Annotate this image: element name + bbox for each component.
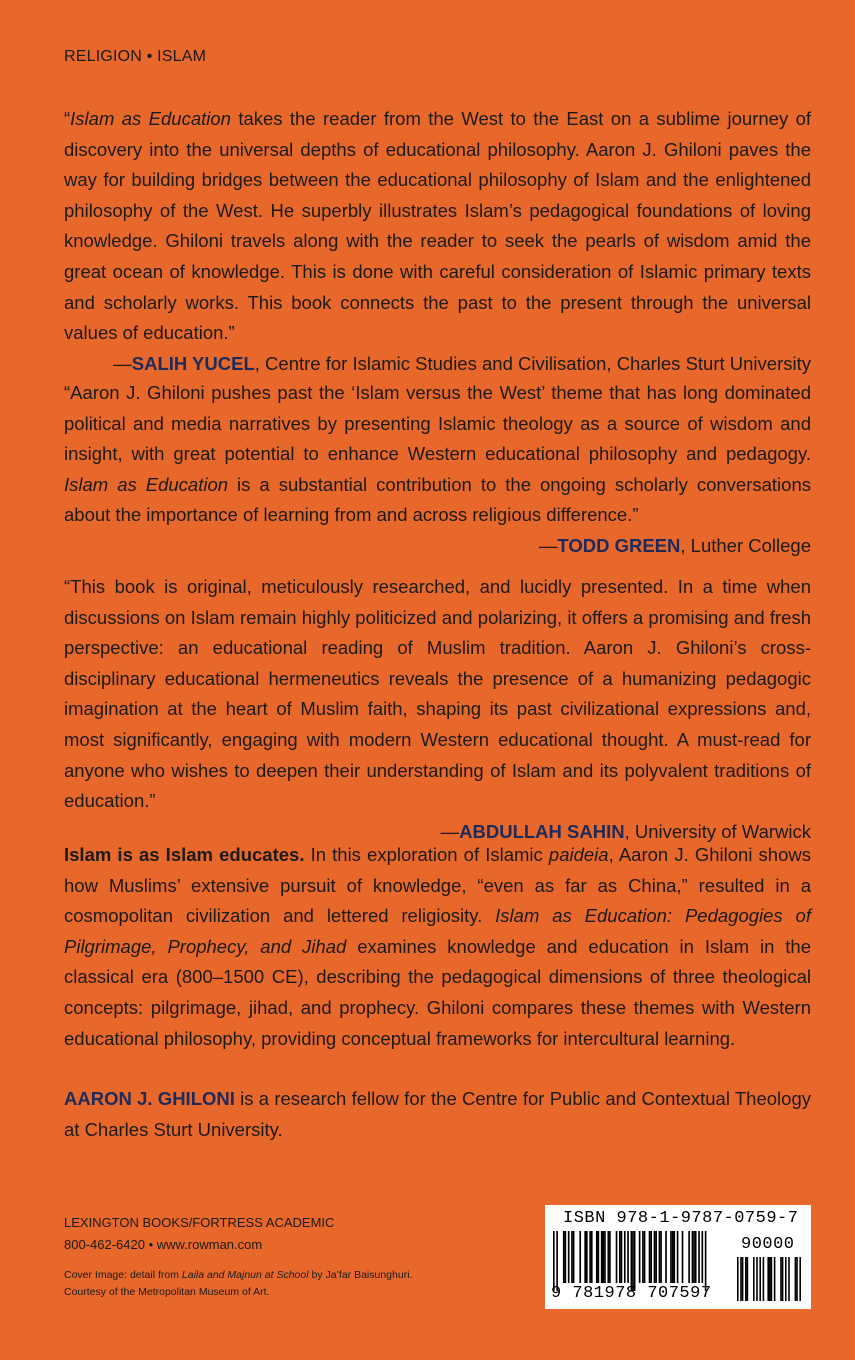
barcode-bar (705, 1231, 707, 1291)
barcode-bar (627, 1231, 629, 1283)
barcode-bar (601, 1231, 603, 1283)
description-lead: Islam is as Islam educates. (64, 844, 305, 865)
quote-attribution: —TODD GREEN, Luther College (538, 534, 811, 556)
barcode-bar (682, 1231, 684, 1283)
barcode-bar (649, 1231, 651, 1283)
addon-bar (745, 1257, 747, 1301)
barcode-bar (604, 1231, 606, 1283)
barcode-bar (573, 1231, 575, 1283)
barcode-bar (624, 1231, 626, 1283)
barcode-bar (655, 1231, 657, 1283)
barcode-bar (579, 1231, 581, 1283)
barcode-bar (563, 1231, 565, 1283)
addon-bar (796, 1257, 798, 1301)
barcode-bar (670, 1231, 672, 1283)
addon-bar (788, 1257, 790, 1301)
barcode-bar (603, 1231, 605, 1283)
addon-bar (742, 1257, 744, 1301)
ean-number: 9 781978 707597 (551, 1284, 712, 1303)
quote-text-segment: is a substantial contribution to the ongoing scholarly conversations about the importance of learning from and across religious difference.” (64, 473, 811, 526)
barcode-bar (591, 1231, 593, 1283)
isbn-barcode (545, 1205, 811, 1309)
reviewer-name: SALIH YUCEL (131, 352, 255, 374)
quote-text-segment: Islam as Education (64, 473, 229, 495)
quote-text (64, 382, 811, 525)
credit-prefix: Cover Image: detail from (64, 1269, 182, 1281)
addon-bar (763, 1257, 765, 1301)
credit-line-1 (64, 1267, 412, 1284)
reviewer-affiliation: , Centre for Islamic Studies and Civilisation, Charles Sturt University (254, 352, 811, 374)
addon-bar (769, 1257, 771, 1301)
review-quote-3 (64, 572, 811, 847)
barcode-bar (565, 1231, 567, 1283)
addon-bar (774, 1257, 776, 1301)
barcode-bar (619, 1231, 621, 1283)
publisher-info (64, 1212, 334, 1256)
barcode-bar (654, 1231, 656, 1283)
barcode-bar (553, 1231, 555, 1291)
category-label: RELIGION • ISLAM (64, 48, 207, 65)
barcode-bar (621, 1231, 623, 1283)
review-quote-2 (64, 378, 811, 562)
quote-text-segment: Islam as Education (70, 108, 231, 129)
barcode-bar (568, 1231, 570, 1283)
quote-attribution: —SALIH YUCEL, Centre for Islamic Studies and Civilisation, Charles Sturt University (113, 352, 811, 374)
barcode-bar (702, 1231, 704, 1283)
quote-text (64, 108, 811, 343)
addon-bar (740, 1257, 742, 1301)
barcode-bar (616, 1231, 618, 1283)
publisher-name: LEXINGTON BOOKS/FORTRESS ACADEMIC (64, 1215, 335, 1230)
barcode-bar (584, 1231, 586, 1283)
publisher-contact: 800-462-6420 • www.rowman.com (64, 1237, 263, 1252)
addon-bar (771, 1257, 773, 1301)
addon-bar (785, 1257, 787, 1301)
barcode-bar (609, 1231, 611, 1283)
credit-work-title: Laila and Majnun at School (181, 1269, 309, 1281)
review-quote-1 (64, 104, 811, 379)
addon-bar (737, 1257, 739, 1301)
author-bio-text: is a research fellow for the Centre for Public and Contextual Theology at Charles Sturt University. (64, 1088, 811, 1140)
barcode-bar (659, 1231, 661, 1283)
barcode-bar (598, 1231, 600, 1283)
barcode-bar (693, 1231, 695, 1283)
quote-attribution: —ABDULLAH SAHIN, University of Warwick (440, 820, 811, 842)
barcode-bar (634, 1231, 636, 1291)
addon-bar (780, 1257, 782, 1301)
author-name: AARON J. GHILONI (64, 1088, 235, 1109)
isbn-label: ISBN 978-1-9787-0759-7 (563, 1209, 799, 1228)
addon-bar (753, 1257, 755, 1301)
quote-text-segment: “Aaron J. Ghiloni pushes past the ‘Islam versus the West’ theme that has long dominated political and media narratives by presenting Islamic theology as a source of wisdom and insight, with great potential to enhance Western educational philosophy and pedagogy. (64, 382, 811, 465)
barcode-bar (673, 1231, 675, 1283)
barcode-bar (644, 1231, 646, 1283)
addon-bar (756, 1257, 758, 1301)
barcode-bar (660, 1231, 662, 1283)
barcode-bar (677, 1231, 679, 1283)
addon-bar (767, 1257, 769, 1301)
barcode-bar (556, 1231, 558, 1291)
reviewer-affiliation: , Luther College (680, 534, 811, 556)
barcode-bar (589, 1231, 591, 1283)
cover-credit (64, 1267, 412, 1301)
barcode-bar (631, 1231, 633, 1291)
credit-suffix: by Ja’far Baisunghuri. (308, 1269, 413, 1281)
description-text (64, 844, 811, 1049)
addon-bar (795, 1257, 797, 1301)
reviewer-name: ABDULLAH SAHIN (459, 820, 625, 842)
barcode-bar (642, 1231, 644, 1283)
reviewer-affiliation: , University of Warwick (624, 820, 811, 842)
description-text-segment: In this exploration of Islamic (304, 844, 549, 865)
barcode-bar (672, 1231, 674, 1283)
addon-bar (782, 1257, 784, 1301)
addon-bar (747, 1257, 749, 1301)
description-text-segment: examines knowledge and education in Islam in the classical era (800–1500 CE), describing the pedagogical dimensions of three theological concepts: pilgrimage, jihad, and prophecy. Ghiloni compares these themes with Western educational philosophy, providing conceptual frameworks for intercultural learning. (64, 935, 811, 1049)
barcode-bar (639, 1231, 641, 1283)
quote-text-segment: “This book is original, meticulously researched, and lucidly presented. In a time when discussions on Islam remain highly politicized and polarizing, it offers a promising and fresh perspective: an educational reading of Muslim tradition. Aaron J. Ghiloni’s cross-disciplinary educational hermeneutics reveals the presence of a humanizing pedagogic imagination at the heart of Muslim faith, shaping its past civilizational expressions and, most significantly, engaging with modern Western educational thought. A must-read for anyone who wishes to deepen their understanding of Islam and its polyvalent traditions of education.” (64, 576, 811, 812)
barcode-bar (596, 1231, 598, 1283)
barcode-bar (650, 1231, 652, 1283)
barcode-bar (698, 1231, 700, 1283)
description-text-segment: Islam as Education: Pedagogies of Pilgrimage, Prophecy, and Jihad (64, 905, 811, 957)
barcode-bar (607, 1231, 609, 1283)
barcode-bar (695, 1231, 697, 1283)
description-text-segment: , Aaron J. Ghiloni shows how Muslims’ extensive pursuit of knowledge, “even as far as China,” resulted in a cosmopolitan civilization and lettered religiosity. (64, 844, 811, 927)
barcode-bar (692, 1231, 694, 1283)
addon-bar (799, 1257, 801, 1301)
description-text-segment: paideia (548, 844, 609, 865)
quote-text (64, 576, 811, 811)
barcode-bar (571, 1231, 573, 1283)
barcode-bar (586, 1231, 588, 1283)
barcode-bar (688, 1231, 690, 1283)
addon-bar (759, 1257, 761, 1301)
barcode-bar (665, 1231, 667, 1283)
reviewer-name: TODD GREEN (557, 534, 681, 556)
book-description (64, 840, 811, 1054)
barcode-bar (632, 1231, 634, 1291)
price-addon-number: 90000 (741, 1235, 795, 1254)
quote-text-segment: takes the reader from the West to the East on a sublime journey of discovery into the universal depths of educational philosophy. Aaron J. Ghiloni paves the way for building bridges between the educational philosophy of Islam and the enlightened philosophy of the West. He superbly illustrates Islam’s pedagogical foundations of loving knowledge. Ghiloni travels along with the reader to seek the pearls of wisdom amid the great ocean of knowledge. This is done with careful consideration of Islamic primary texts and scholarly works. This book connects the past to the present through the universal values of education.” (64, 108, 811, 344)
author-bio (64, 1084, 811, 1145)
credit-line-2: Courtesy of the Metropolitan Museum of Art. (64, 1286, 270, 1298)
quote-text-segment: “ (64, 108, 71, 129)
